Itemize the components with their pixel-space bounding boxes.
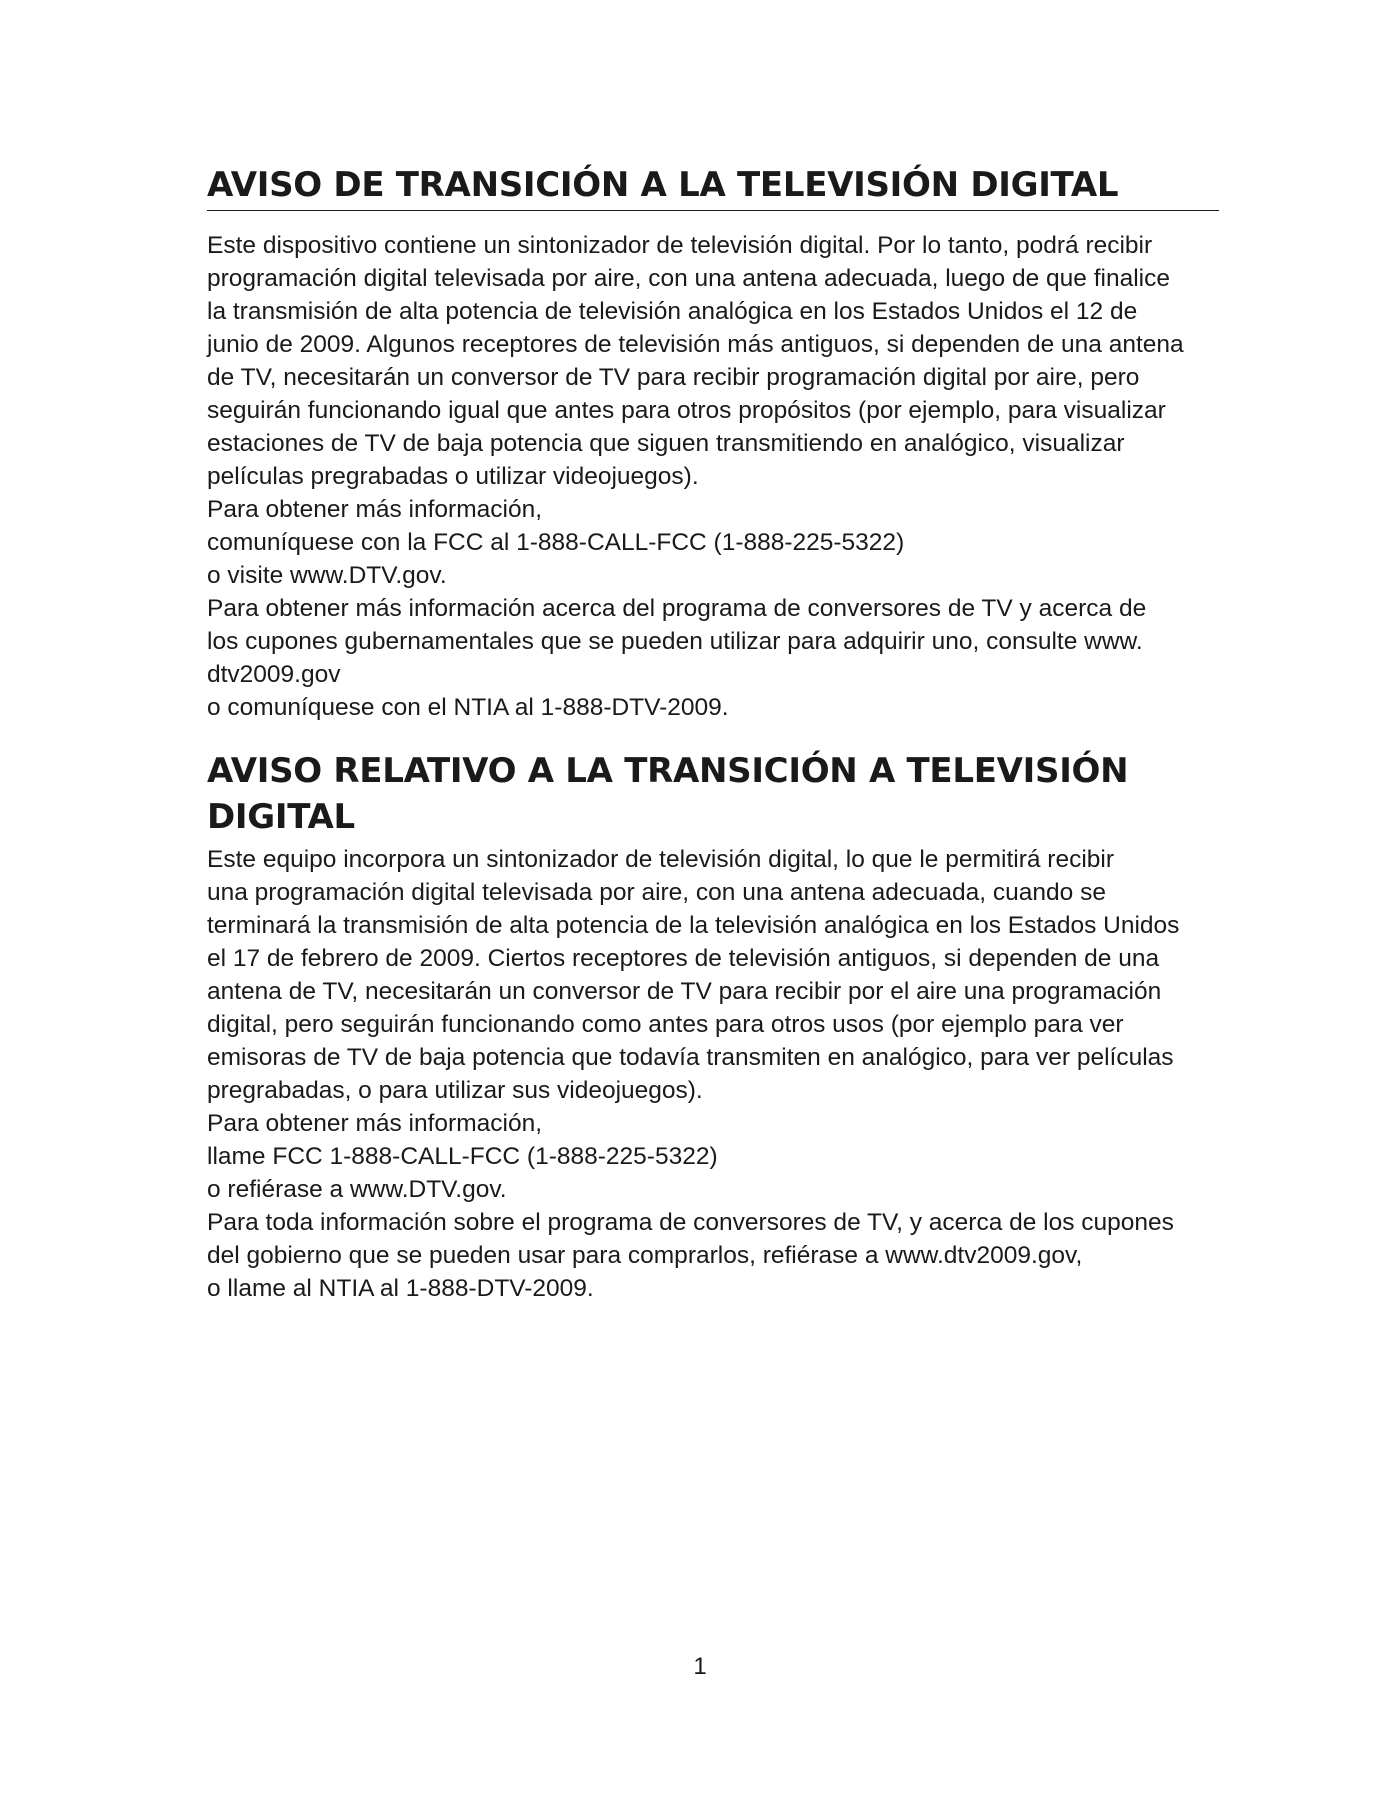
ntia-contact-line: o comuníquese con el NTIA al 1-888-DTV-2009. <box>207 694 729 721</box>
paragraph-line: Para obtener más información acerca del programa de conversores de TV y acerca de <box>207 595 1147 622</box>
paragraph-line: Este dispositivo contiene un sintonizador de televisión digital. Por lo tanto, podrá recibir <box>207 232 1153 259</box>
document-page <box>207 162 1219 1305</box>
section-2-title-line-1: AVISO RELATIVO A LA TRANSICIÓN A TELEVISIÓN <box>207 751 1129 791</box>
paragraph-line: antena de TV, necesitarán un conversor de TV para recibir por el aire una programación <box>207 978 1162 1005</box>
fcc-contact-line: comuníquese con la FCC al 1-888-CALL-FCC (1-888-225-5322) <box>207 529 905 556</box>
fcc-contact-line: llame FCC 1-888-CALL-FCC (1-888-225-5322) <box>207 1143 718 1170</box>
section-2-title <box>207 748 1219 840</box>
section-1-body <box>207 229 1219 724</box>
page-number: 1 <box>693 1653 707 1680</box>
paragraph-line: del gobierno que se pueden usar para comprarlos, refiérase a www.dtv2009.gov, <box>207 1242 1083 1269</box>
paragraph-line: películas pregrabadas o utilizar videojuegos). <box>207 463 699 490</box>
paragraph-line: seguirán funcionando igual que antes para otros propósitos (por ejemplo, para visualizar <box>207 397 1166 424</box>
info-line: Para obtener más información, <box>207 1110 542 1137</box>
ntia-contact-line: o llame al NTIA al 1-888-DTV-2009. <box>207 1275 594 1302</box>
paragraph-line: terminará la transmisión de alta potencia de la televisión analógica en los Estados Unidos <box>207 912 1180 939</box>
paragraph-line: una programación digital televisada por aire, con una antena adecuada, cuando se <box>207 879 1106 906</box>
paragraph-line: emisoras de TV de baja potencia que todavía transmiten en analógico, para ver películas <box>207 1044 1174 1071</box>
paragraph-line: Este equipo incorpora un sintonizador de televisión digital, lo que le permitirá recibir <box>207 846 1115 873</box>
paragraph-line: Para toda información sobre el programa de conversores de TV, y acerca de los cupones <box>207 1209 1174 1236</box>
paragraph-line: el 17 de febrero de 2009. Ciertos receptores de televisión antiguos, si dependen de una <box>207 945 1160 972</box>
paragraph-line: programación digital televisada por aire, con una antena adecuada, luego de que finalice <box>207 265 1170 292</box>
paragraph-line: la transmisión de alta potencia de televisión analógica en los Estados Unidos el 12 de <box>207 298 1138 325</box>
paragraph-line: de TV, necesitarán un conversor de TV para recibir programación digital por aire, pero <box>207 364 1140 391</box>
section-1-title: AVISO DE TRANSICIÓN A LA TELEVISIÓN DIGITAL <box>207 162 1219 211</box>
dtv-website-line: o visite www.DTV.gov. <box>207 562 447 589</box>
paragraph-line: digital, pero seguirán funcionando como antes para otros usos (por ejemplo para ver <box>207 1011 1124 1038</box>
section-2-title-line-2: DIGITAL <box>207 797 355 837</box>
paragraph-line: pregrabadas, o para utilizar sus videojuegos). <box>207 1077 703 1104</box>
dtv2009-website-line: dtv2009.gov <box>207 661 341 688</box>
paragraph-line: los cupones gubernamentales que se pueden utilizar para adquirir uno, consulte www. <box>207 628 1143 655</box>
dtv-website-line: o refiérase a www.DTV.gov. <box>207 1176 507 1203</box>
paragraph-line: estaciones de TV de baja potencia que siguen transmitiendo en analógico, visualizar <box>207 430 1125 457</box>
info-line: Para obtener más información, <box>207 496 542 523</box>
paragraph-line: junio de 2009. Algunos receptores de televisión más antiguos, si dependen de una antena <box>207 331 1184 358</box>
section-2-body <box>207 843 1219 1305</box>
